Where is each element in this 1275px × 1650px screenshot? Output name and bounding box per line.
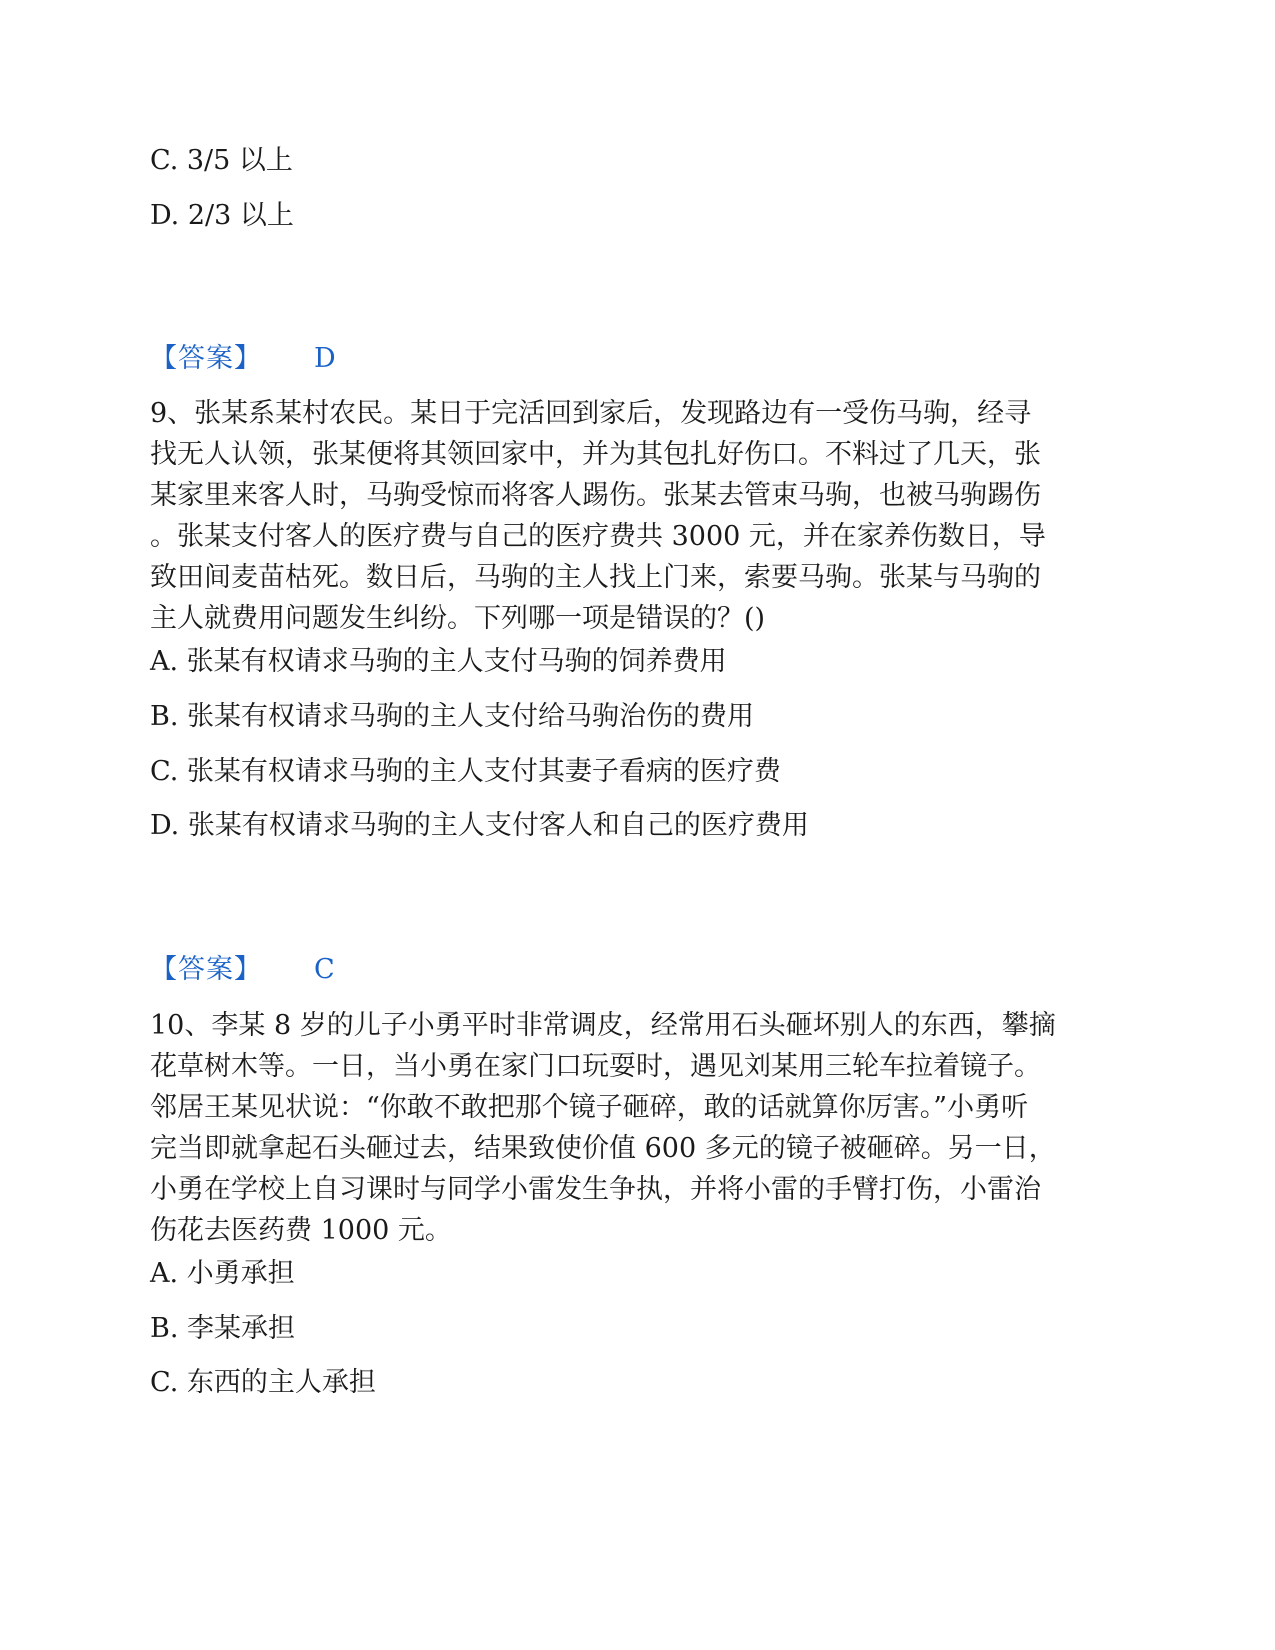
answer-label: 【答案】 xyxy=(150,954,262,985)
answer-value: C xyxy=(314,954,335,985)
stem-line: 小勇在学校上自习课时与同学小雷发生争执，并将小雷的手臂打伤，小雷治 xyxy=(150,1174,1041,1205)
stem-line: 。张某支付客人的医疗费与自己的医疗费共 3000 元，并在家养伤数日，导 xyxy=(150,521,1046,552)
question-9-stem xyxy=(150,393,1125,639)
question-9-option-b: B. 张某有权请求马驹的主人支付给马驹治伤的费用 xyxy=(150,701,755,732)
question-9-option-d: D. 张某有权请求马驹的主人支付客人和自己的医疗费用 xyxy=(150,810,809,841)
question-9-option-a: A. 张某有权请求马驹的主人支付马驹的饲养费用 xyxy=(150,646,727,677)
stem-line: 主人就费用问题发生纠纷。下列哪一项是错误的？() xyxy=(150,603,766,634)
answer-value: D xyxy=(314,343,336,374)
stem-line: 花草树木等。一日，当小勇在家门口玩耍时，遇见刘某用三轮车拉着镜子。 xyxy=(150,1051,1041,1082)
stem-line: 致田间麦苗枯死。数日后，马驹的主人找上门来，索要马驹。张某与马驹的 xyxy=(150,562,1041,593)
question-10-stem xyxy=(150,1005,1125,1251)
stem-line: 邻居王某见状说：“你敢不敢把那个镜子砸碎，敢的话就算你厉害。”小勇听 xyxy=(150,1092,1029,1123)
stem-line: 9、张某系某村农民。某日于完活回到家后，发现路边有一受伤马驹，经寻 xyxy=(150,398,1032,429)
question-10-option-c: C. 东西的主人承担 xyxy=(150,1367,376,1398)
option-c-prev: C. 3/5 以上 xyxy=(150,145,293,176)
stem-line: 某家里来客人时，马驹受惊而将客人踢伤。张某去管束马驹，也被马驹踢伤 xyxy=(150,480,1041,511)
answer-label: 【答案】 xyxy=(150,343,262,374)
stem-line: 找无人认领，张某便将其领回家中，并为其包扎好伤口。不料过了几天，张 xyxy=(150,439,1041,470)
option-d-prev: D. 2/3 以上 xyxy=(150,200,294,231)
question-10-option-a: A. 小勇承担 xyxy=(150,1258,295,1289)
answer-block-8 xyxy=(150,342,336,376)
stem-line: 伤花去医药费 1000 元。 xyxy=(150,1215,452,1246)
answer-block-9 xyxy=(150,953,335,987)
question-10-option-b: B. 李某承担 xyxy=(150,1313,296,1344)
question-9-option-c: C. 张某有权请求马驹的主人支付其妻子看病的医疗费 xyxy=(150,756,781,787)
stem-line: 10、李某 8 岁的儿子小勇平时非常调皮，经常用石头砸坏别人的东西，攀摘 xyxy=(150,1010,1056,1041)
stem-line: 完当即就拿起石头砸过去，结果致使价值 600 多元的镜子被砸碎。另一日， xyxy=(150,1133,1056,1164)
